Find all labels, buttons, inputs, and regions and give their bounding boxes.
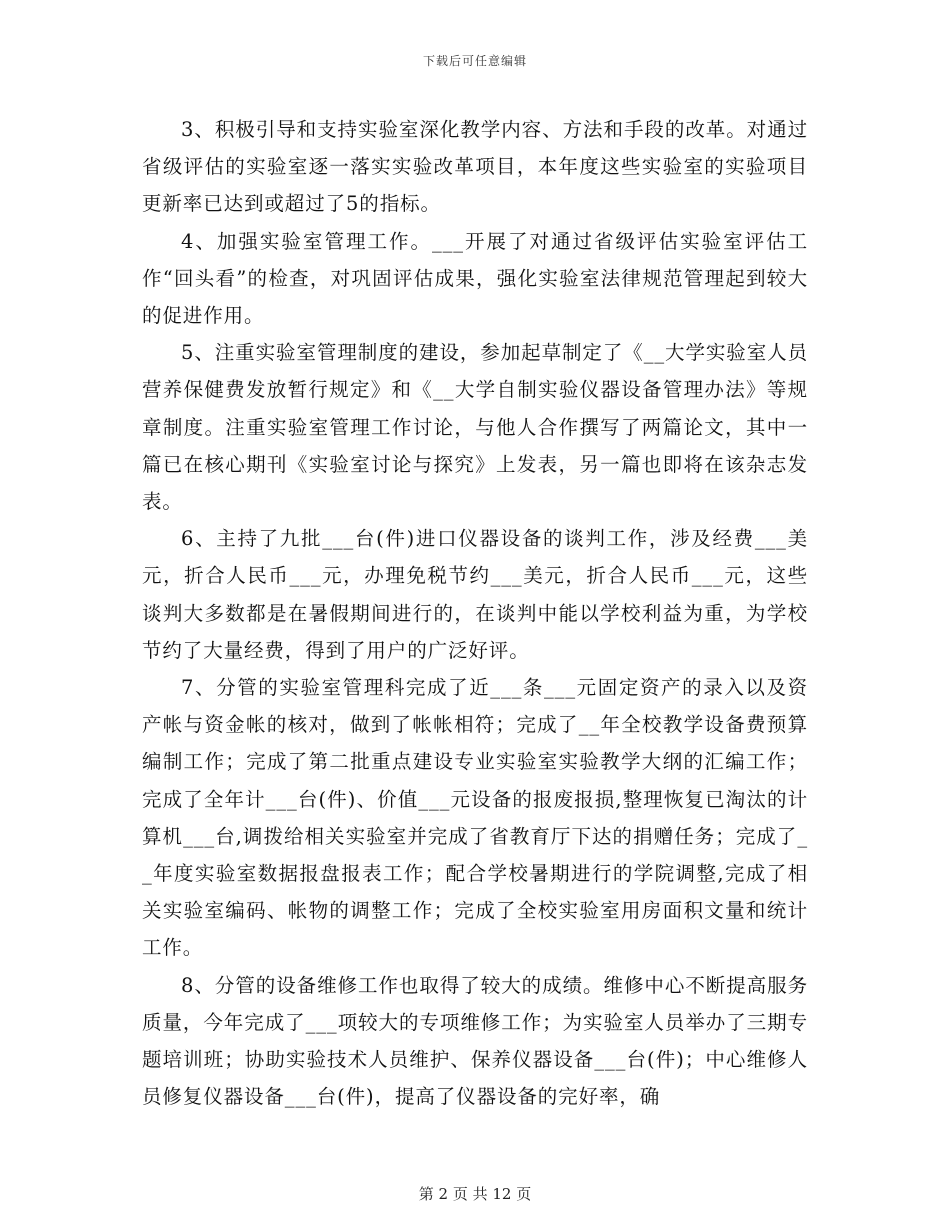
- document-body: [142, 111, 808, 1115]
- paragraph-6: 6、主持了九批___台(件)进口仪器设备的谈判工作，涉及经费___美元，折合人民币___元，办理免税节约___美元，折合人民币___元，这些谈判大多数都是在暑假期间进行的，在谈判中能以学校利益为重，为学校节约了大量经费，得到了用户的广泛好评。: [142, 527, 808, 662]
- page-number: 第 2 页 共 12 页: [418, 1185, 532, 1203]
- paragraph-7: 7、分管的实验室管理科完成了近___条___元固定资产的录入以及资产帐与资金帐的核对，做到了帐帐相符；完成了__年全校教学设备费预算编制工作；完成了第二批重点建设专业实验室实验教学大纲的汇编工作；完成了全年计___台(件)、价值___元设备的报废报损,整理恢复已淘汰的计算机___台,调拨给相关实验室并完成了省教育厅下达的捐赠任务；完成了__年度实验室数据报盘报表工作；配合学校暑期进行的学院调整,完成了相关实验室编码、帐物的调整工作；完成了全校实验室用房面积文量和统计工作。: [142, 676, 808, 960]
- page-header: 下载后可任意编辑: [422, 54, 527, 68]
- paragraph-5: 5、注重实验室管理制度的建设，参加起草制定了《__大学实验室人员营养保健费发放暂行规定》和《__大学自制实验仪器设备管理办法》等规章制度。注重实验室管理工作讨论，与他人合作撰写了两篇论文，其中一篇已在核心期刊《实验室讨论与探究》上发表，另一篇也即将在该杂志发表。: [142, 341, 808, 514]
- paragraph-4: 4、加强实验室管理工作。___开展了对通过省级评估实验室评估工作“回头看”的检查，对巩固评估成果，强化实验室法律规范管理起到较大的促进作用。: [142, 229, 808, 328]
- paragraph-8: 8、分管的设备维修工作也取得了较大的成绩。维修中心不断提高服务质量，今年完成了___项较大的专项维修工作；为实验室人员举办了三期专题培训班；协助实验技术人员维护、保养仪器设备___台(件)；中心维修人员修复仪器设备___台(件)，提高了仪器设备的完好率，确: [142, 973, 808, 1109]
- paragraph-3: 3、积极引导和支持实验室深化教学内容、方法和手段的改革。对通过省级评估的实验室逐一落实实验改革项目，本年度这些实验室的实验项目更新率已达到或超过了5的指标。: [142, 118, 808, 216]
